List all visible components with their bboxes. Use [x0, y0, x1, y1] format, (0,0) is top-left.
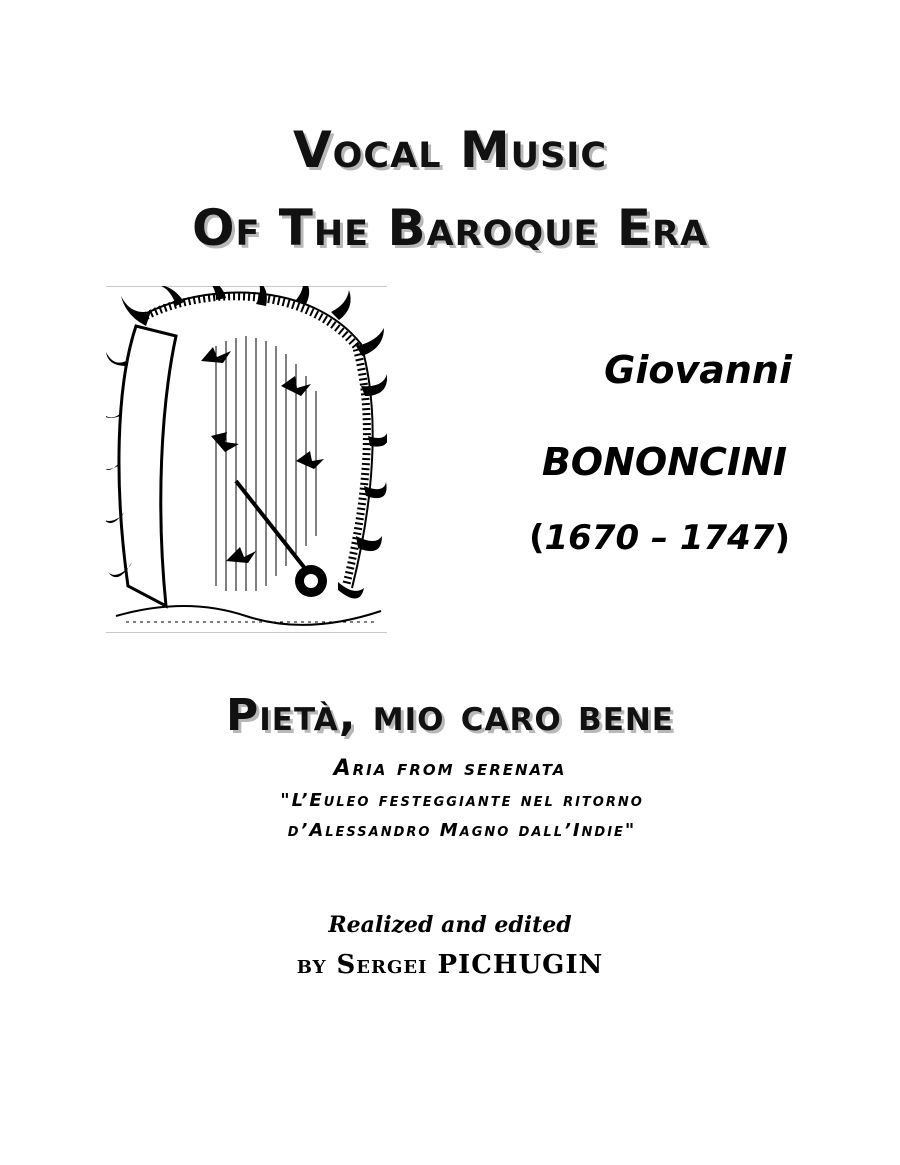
editor-credit-line-2: by Sergei PICHUGIN	[296, 950, 604, 980]
harp-in-flames-icon	[106, 286, 387, 633]
dates-close-paren: )	[774, 518, 790, 558]
series-title-line-1: Vocal Music	[292, 121, 608, 179]
series-title-line-2: Of The Baroque Era	[191, 199, 709, 257]
composer-last-name: BONONCINI	[541, 440, 787, 484]
serenata-title-line-1: "L’Euleo festeggiante nel ritorno	[280, 790, 644, 811]
serenata-title-line-2: d’Alessandro Magno dall’Indie"	[287, 820, 637, 841]
work-title: Pietà, mio caro bene	[226, 690, 674, 741]
composer-dates	[529, 518, 790, 558]
dates-open-paren: (	[528, 518, 545, 558]
composer-dates-value: 1670 – 1747	[544, 518, 775, 558]
editor-credit-line-1: Realized and edited	[328, 912, 572, 938]
work-subtitle: Aria from serenata	[333, 756, 567, 781]
composer-first-name: Giovanni	[604, 348, 792, 392]
